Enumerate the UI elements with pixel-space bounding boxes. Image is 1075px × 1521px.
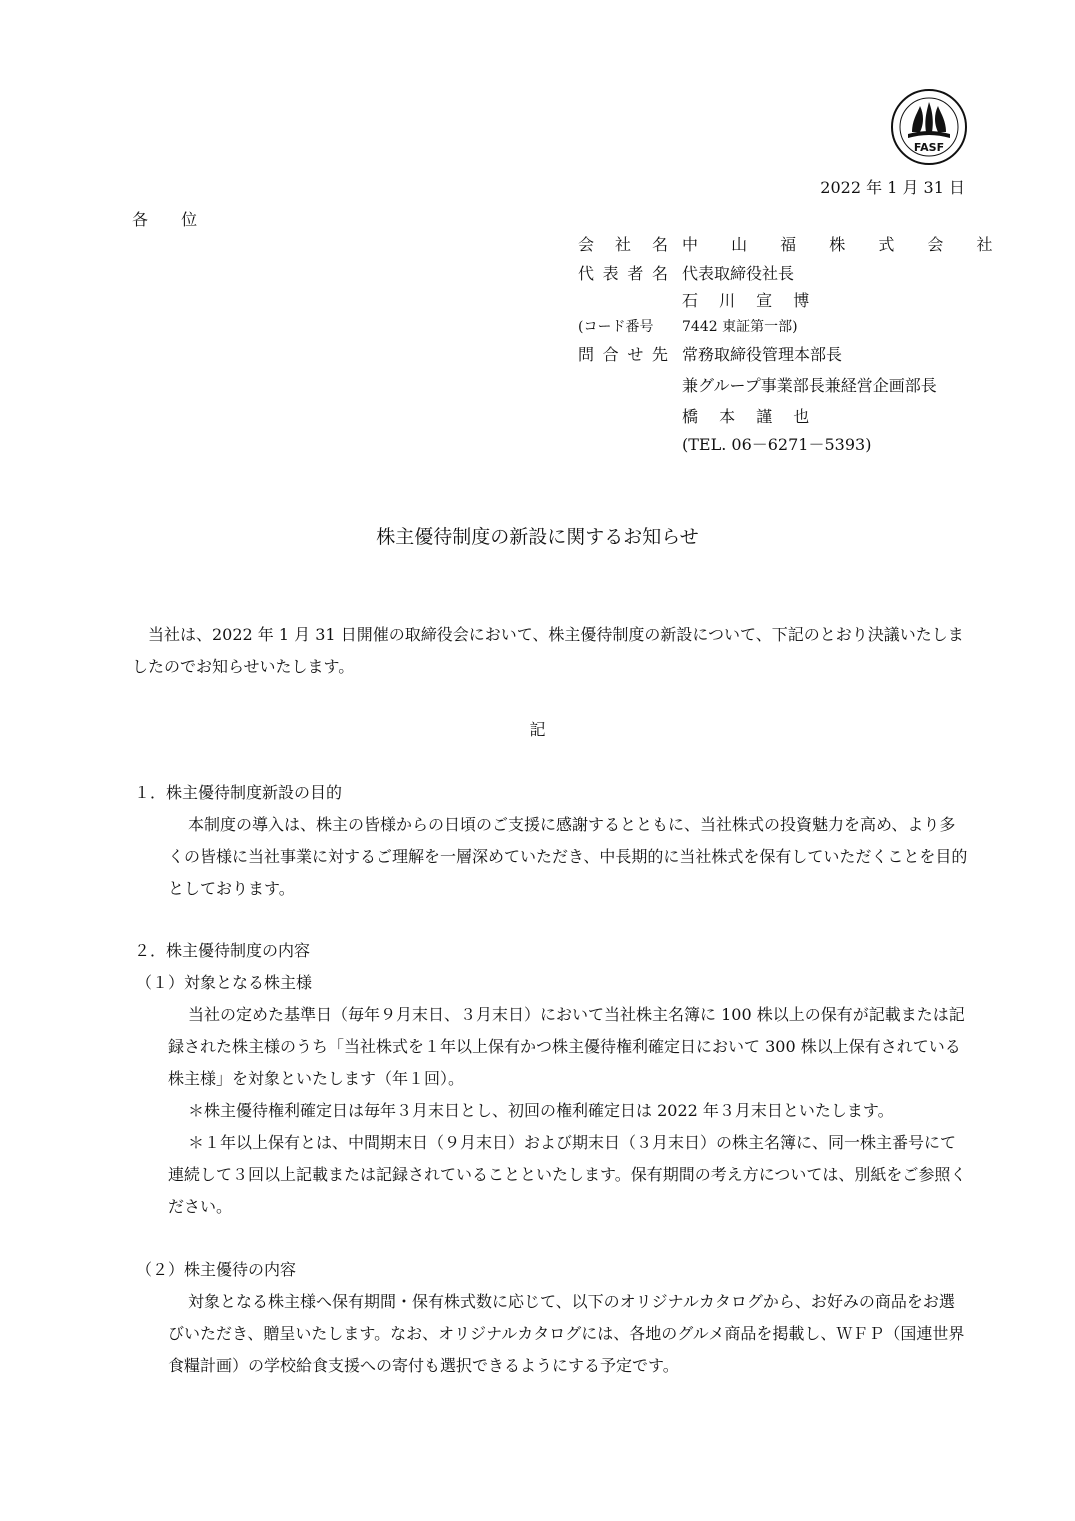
contact-label: 問 合 せ 先 [578,345,668,364]
intro-paragraph: 当社は、2022 年 1 月 31 日開催の取締役会において、株主優待制度の新設について、下記のとおり決議いたしましたのでお知らせいたします。 [132,625,964,676]
document-date: 2022 年 1 月 31 日 [820,178,965,197]
section2-sub1-body: 当社の定めた基準日（毎年９月末日、３月末日）において当社株主名簿に 100 株以上の保有が記載または記録された株主様のうち「当社株式を１年以上保有かつ株主優待権利確定日において 300 株以上保有されている株主様」を対象といたします（年１回）。 [168,1005,965,1088]
section1-body: 本制度の導入は、株主の皆様からの日頃のご支援に感謝するとともに、当社株式の投資魅力を高め、より多くの皆様に当社事業に対するご理解を一層深めていただき、中長期的に当社株式を保有していただくことを目的としております。 [168,815,968,898]
contact-title-1: 常務取締役管理本部長 [682,345,843,364]
section2-heading: ２．株主優待制度の内容 [134,941,311,960]
document-title: 株主優待制度の新設に関するお知らせ [376,526,699,548]
code-value: 7442 東証第一部) [682,319,798,335]
company-name-value: 中 山 福 株 式 会 社 [682,235,1007,254]
representative-label: 代表者名 [578,264,668,283]
logo-text: FASF [913,141,945,154]
section1-heading: １．株主優待制度新設の目的 [134,783,343,802]
addressee: 各 位 [132,210,212,229]
contact-tel: (TEL. 06－6271－5393) [682,435,872,454]
section2-sub2-body: 対象となる株主様へ保有期間・保有株式数に応じて、以下のオリジナルカタログから、お好みの商品をお選びいただき、贈呈いたします。なお、オリジナルカタログには、各地のグルメ商品を掲載し、ＷＦＰ（国連世界食糧計画）の学校給食支援への寄付も選択できるようにする予定です。 [168,1292,965,1375]
section2-sub1-note1: ＊株主優待権利確定日は毎年３月末日とし、初回の権利確定日は 2022 年３月末日といたします。 [188,1101,894,1120]
section2-sub1-heading: （１）対象となる株主様 [136,973,313,992]
contact-name: 橋 本 謹 也 [682,407,818,426]
code-label: (コード番号 [578,319,654,335]
section2-sub2-heading: （２）株主優待の内容 [136,1260,297,1279]
ki-marker: 記 [529,720,546,739]
contact-title-2: 兼グループ事業部長兼経営企画部長 [682,376,937,395]
fasf-logo [890,88,968,166]
section2-sub1-note2: ＊１年以上保有とは、中間期末日（９月末日）および期末日（３月末日）の株主名簿に、同一株主番号にて連続して３回以上記載または記録されていることといたします。保有期間の考え方については、別紙をご参照ください。 [168,1133,967,1216]
representative-title: 代表取締役社長 [682,264,795,283]
company-name-label: 会 社 名 [578,235,668,254]
representative-name: 石 川 宣 博 [682,291,818,310]
